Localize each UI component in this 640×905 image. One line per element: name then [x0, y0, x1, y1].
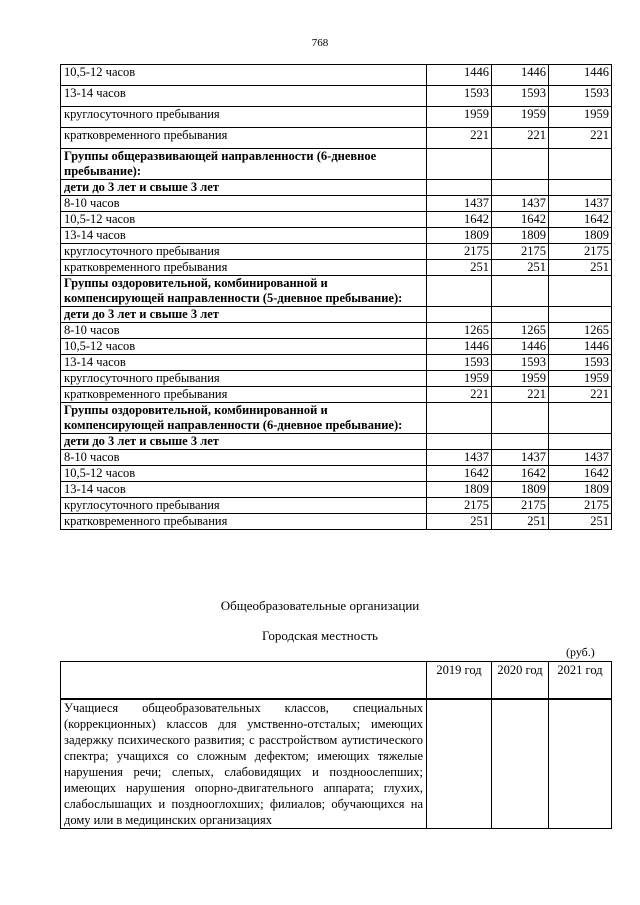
value-cell: 1642 — [492, 212, 549, 228]
value-cell — [549, 276, 612, 307]
value-cell — [492, 699, 549, 829]
value-cell: 251 — [549, 260, 612, 276]
group-header-row — [61, 307, 612, 323]
value-cell: 1437 — [549, 196, 612, 212]
value-cell: 1593 — [549, 86, 612, 107]
group-header-row — [61, 149, 612, 180]
value-cell: 221 — [549, 128, 612, 149]
tariff-table — [60, 64, 612, 530]
table-row — [61, 244, 612, 260]
group-header-row — [61, 276, 612, 307]
row-label: круглосуточного пребывания — [61, 244, 427, 260]
header-row — [61, 662, 612, 700]
value-cell — [549, 699, 612, 829]
value-cell: 251 — [427, 514, 492, 530]
value-cell — [549, 149, 612, 180]
value-cell — [427, 307, 492, 323]
table-row — [61, 339, 612, 355]
value-cell: 221 — [427, 128, 492, 149]
value-cell: 1437 — [427, 196, 492, 212]
value-cell: 1959 — [492, 371, 549, 387]
table-row — [61, 699, 612, 829]
value-cell: 1959 — [549, 107, 612, 128]
value-cell: 1809 — [549, 228, 612, 244]
value-cell — [492, 180, 549, 196]
row-label: кратковременного пребывания — [61, 387, 427, 403]
value-cell: 1642 — [427, 466, 492, 482]
table-row — [61, 107, 612, 128]
page-number: 768 — [311, 37, 329, 49]
header-cell — [61, 662, 427, 700]
value-cell: 1593 — [492, 355, 549, 371]
value-cell — [427, 699, 492, 829]
value-cell: 2175 — [492, 244, 549, 260]
value-cell: 2175 — [427, 498, 492, 514]
row-label: 10,5-12 часов — [61, 339, 427, 355]
value-cell: 1959 — [492, 107, 549, 128]
row-label: круглосуточного пребывания — [61, 371, 427, 387]
table-row — [61, 466, 612, 482]
row-label: 13-14 часов — [61, 482, 427, 498]
value-cell: 1642 — [549, 466, 612, 482]
table-row — [61, 371, 612, 387]
table-row — [61, 260, 612, 276]
row-label: 8-10 часов — [61, 450, 427, 466]
row-label: 8-10 часов — [61, 323, 427, 339]
row-label: круглосуточного пребывания — [61, 498, 427, 514]
value-cell: 1437 — [492, 196, 549, 212]
value-cell: 2175 — [427, 244, 492, 260]
value-cell: 1809 — [492, 482, 549, 498]
value-cell — [427, 434, 492, 450]
value-cell: 1642 — [427, 212, 492, 228]
value-cell: 1593 — [492, 86, 549, 107]
value-cell: 1437 — [549, 450, 612, 466]
value-cell: 1642 — [549, 212, 612, 228]
value-cell — [427, 180, 492, 196]
header-cell: 2019 год — [427, 662, 492, 700]
row-label: 13-14 часов — [61, 355, 427, 371]
value-cell: 1265 — [549, 323, 612, 339]
section-title: Общеобразовательные организации — [220, 598, 420, 613]
subsection-title: Городская местность — [262, 628, 378, 643]
row-label: 10,5-12 часов — [61, 65, 427, 86]
table-row — [61, 323, 612, 339]
value-cell: 2175 — [549, 498, 612, 514]
value-cell: 1593 — [549, 355, 612, 371]
value-cell: 1642 — [492, 466, 549, 482]
value-cell: 1265 — [492, 323, 549, 339]
group-header-row — [61, 180, 612, 196]
value-cell: 2175 — [549, 244, 612, 260]
table-row — [61, 65, 612, 86]
value-cell: 1809 — [427, 228, 492, 244]
value-cell — [427, 149, 492, 180]
value-cell: 1437 — [492, 450, 549, 466]
value-cell — [492, 403, 549, 434]
row-label: Учащиеся общеобразовательных классов, специальных (коррекционных) классов для умственно-отсталых; имеющих задержку психического развития; с расстройством аутистического спектра; учащихся со сложным дефектом; имеющих тяжелые нарушения речи; слепых, слабовидящих и поздноослепших; имеющих нарушения опорно-двигательного аппарата; глухих, слабослышащих и позднооглохших; филиалов; обучающихся на дому или в медицинских организациях — [61, 699, 427, 829]
header-cell: 2021 год — [549, 662, 612, 700]
value-cell: 1809 — [492, 228, 549, 244]
value-cell: 251 — [427, 260, 492, 276]
value-cell: 1446 — [492, 339, 549, 355]
value-cell — [549, 403, 612, 434]
table-row — [61, 514, 612, 530]
table-row — [61, 228, 612, 244]
row-label: 10,5-12 часов — [61, 212, 427, 228]
value-cell — [492, 276, 549, 307]
value-cell: 221 — [427, 387, 492, 403]
table-row — [61, 482, 612, 498]
table-row — [61, 86, 612, 107]
value-cell: 1446 — [549, 65, 612, 86]
value-cell: 1446 — [427, 65, 492, 86]
value-cell: 1593 — [427, 86, 492, 107]
row-label: Группы общеразвивающей направленности (6-дневное пребывание): — [61, 149, 427, 180]
value-cell: 1959 — [549, 371, 612, 387]
value-cell: 1446 — [549, 339, 612, 355]
row-label: дети до 3 лет и свыше 3 лет — [61, 307, 427, 323]
value-cell: 251 — [549, 514, 612, 530]
table-row — [61, 498, 612, 514]
row-label: дети до 3 лет и свыше 3 лет — [61, 434, 427, 450]
row-label: 10,5-12 часов — [61, 466, 427, 482]
value-cell — [492, 434, 549, 450]
value-cell: 1809 — [549, 482, 612, 498]
row-label: Группы оздоровительной, комбинированной и компенсирующей направленности (6-дневное пребывание): — [61, 403, 427, 434]
row-label: 8-10 часов — [61, 196, 427, 212]
value-cell — [549, 307, 612, 323]
row-label: дети до 3 лет и свыше 3 лет — [61, 180, 427, 196]
value-cell — [492, 307, 549, 323]
value-cell: 1437 — [427, 450, 492, 466]
value-cell: 1446 — [492, 65, 549, 86]
group-header-row — [61, 403, 612, 434]
value-cell: 221 — [549, 387, 612, 403]
table-row — [61, 355, 612, 371]
value-cell — [492, 149, 549, 180]
header-cell: 2020 год — [492, 662, 549, 700]
school-table — [60, 661, 612, 829]
row-label: 13-14 часов — [61, 86, 427, 107]
value-cell: 2175 — [492, 498, 549, 514]
value-cell: 1809 — [427, 482, 492, 498]
value-cell: 221 — [492, 128, 549, 149]
table-row — [61, 387, 612, 403]
row-label: кратковременного пребывания — [61, 128, 427, 149]
table-row — [61, 196, 612, 212]
value-cell: 1265 — [427, 323, 492, 339]
value-cell — [549, 434, 612, 450]
row-label: 13-14 часов — [61, 228, 427, 244]
table-row — [61, 128, 612, 149]
value-cell: 251 — [492, 514, 549, 530]
value-cell — [427, 403, 492, 434]
table-row — [61, 450, 612, 466]
unit-label: (руб.) — [566, 645, 595, 659]
value-cell: 1959 — [427, 371, 492, 387]
value-cell: 251 — [492, 260, 549, 276]
value-cell: 1593 — [427, 355, 492, 371]
value-cell: 1446 — [427, 339, 492, 355]
value-cell — [427, 276, 492, 307]
row-label: кратковременного пребывания — [61, 514, 427, 530]
row-label: Группы оздоровительной, комбинированной и компенсирующей направленности (5-дневное пребывание): — [61, 276, 427, 307]
value-cell: 1959 — [427, 107, 492, 128]
group-header-row — [61, 434, 612, 450]
row-label: круглосуточного пребывания — [61, 107, 427, 128]
value-cell — [549, 180, 612, 196]
table-row — [61, 212, 612, 228]
row-label: кратковременного пребывания — [61, 260, 427, 276]
value-cell: 221 — [492, 387, 549, 403]
